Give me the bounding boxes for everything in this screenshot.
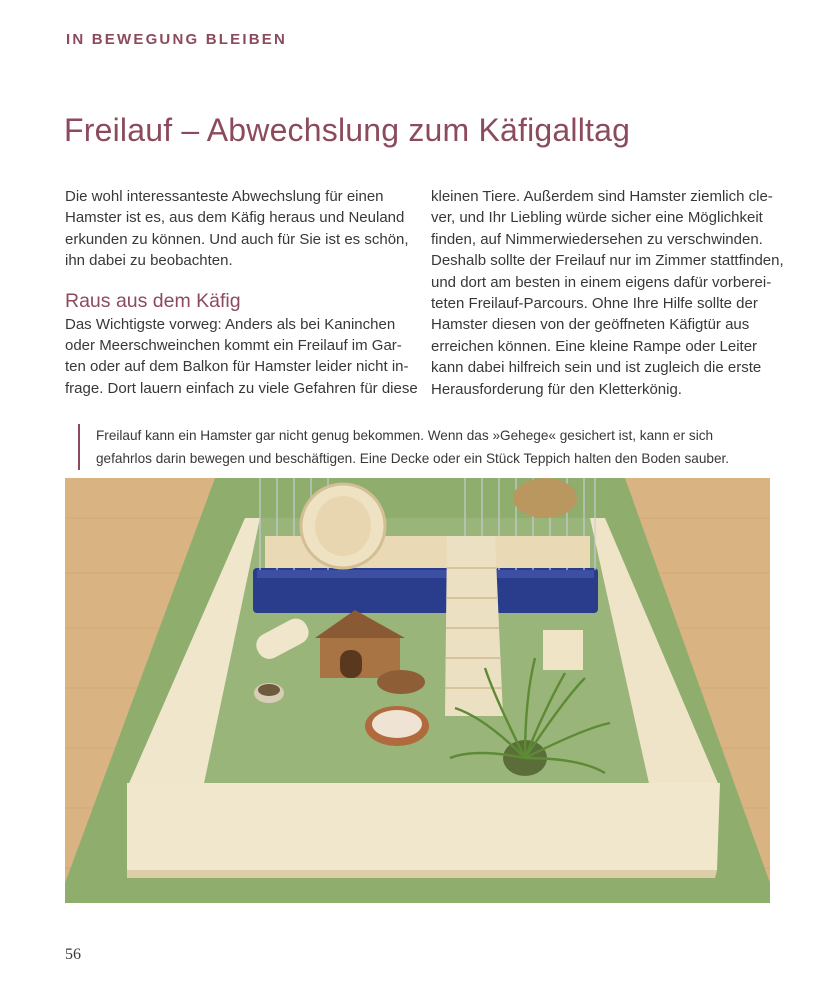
section-subheading: Raus aus dem Käfig [65,289,241,312]
body-line: kleinen Tiere. Außerdem sind Hamster ziemlich cle- [431,188,773,205]
body-line: ihn dabei zu beobachten. [65,252,233,270]
body-line: und dort am besten in einem eigens dafür vorberei- [431,273,772,291]
body-line: ver, und Ihr Liebling würde sicher eine Möglichkeit [431,209,763,227]
body-line: Hamster ist es, aus dem Käfig heraus und Neuland [65,209,405,227]
body-line: oder Meerschweinchen kommt ein Freilauf im Gar- [65,337,402,355]
body-line: ten oder auf dem Balkon für Hamster leider nicht in- [65,358,409,376]
body-line: erkunden zu können. Und auch für Sie ist es schön, [65,230,409,248]
text-column-right [431,186,784,400]
body-line: Die wohl interessanteste Abwechslung für einen [65,188,384,205]
text-column-left [65,186,418,399]
body-line: finden, auf Nimmerwiedersehen zu verschwinden. [431,230,763,248]
body-line: Hamster diesen von der geöffneten Käfigtür aus [431,316,750,334]
body-line: kann dabei hilfreich sein und ist zugleich die erste [431,359,762,377]
caption-line: gefahrlos darin bewegen und beschäftigen. Eine Decke oder ein Stück Teppich halten den Boden sauber. [96,451,730,466]
body-line: Deshalb sollte der Freilauf nur im Zimmer stattfinden, [431,252,784,270]
page-title: Freilauf – Abwechslung zum Käfigalltag [64,112,631,148]
photo-caption [78,424,796,470]
body-line: teten Freilauf-Parcours. Ohne Ihre Hilfe sollte der [431,295,758,313]
page-number: 56 [65,946,81,963]
body-line: Herausforderung für den Kletterkönig. [431,380,682,398]
body-line: erreichen können. Eine kleine Rampe oder Leiter [431,337,758,355]
hamster-play-pen-photo [65,478,770,903]
body-line: frage. Dort lauern einfach zu viele Gefahren für diese [65,379,418,397]
caption-line: Freilauf kann ein Hamster gar nicht genug bekommen. Wenn das »Gehege« gesichert ist, kann er sich [96,428,714,443]
section-kicker: IN BEWEGUNG BLEIBEN [66,31,287,48]
body-line: Das Wichtigste vorweg: Anders als bei Kaninchen [65,315,396,333]
